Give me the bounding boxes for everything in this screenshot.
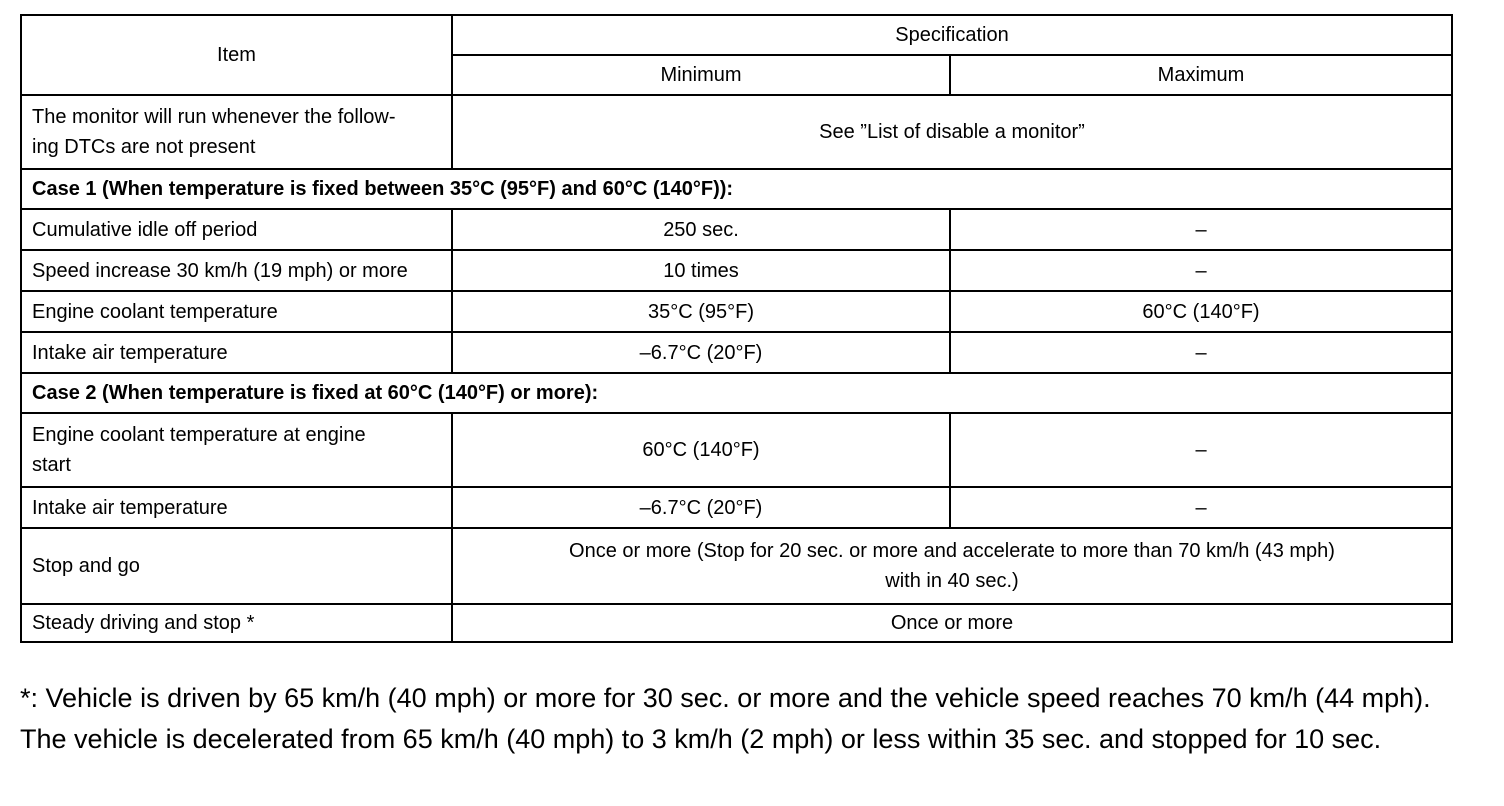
table-row xyxy=(21,487,1452,528)
case1-title: Case 1 (When temperature is fixed between 35°C (95°F) and 60°C (140°F)): xyxy=(21,169,1452,209)
header-item: Item xyxy=(21,15,452,95)
row-item: Engine coolant temperature xyxy=(21,291,452,332)
row-max: – xyxy=(950,209,1452,250)
monitor-item-line2: ing DTCs are not present xyxy=(32,136,256,158)
footnote: *: Vehicle is driven by 65 km/h (40 mph) or more for 30 sec. or more and the vehicle speed reaches 70 km/h (44 mph). The vehicle is decelerated from 65 km/h (40 mph) to 3 km/h (2 mph) or less within 35 sec. and stopped for 10 sec. xyxy=(20,683,1431,754)
table-row xyxy=(21,332,1452,373)
table-row xyxy=(21,209,1452,250)
row-max: – xyxy=(950,332,1452,373)
table-row xyxy=(21,95,1452,169)
monitor-conditions-table xyxy=(20,14,1453,643)
header-maximum: Maximum xyxy=(950,55,1452,95)
monitor-item-cell xyxy=(21,95,452,169)
row-item-line2: start xyxy=(32,454,71,476)
row-max: 60°C (140°F) xyxy=(950,291,1452,332)
table-row xyxy=(21,528,1452,604)
table-row xyxy=(21,604,1452,642)
steady-spec: Once or more xyxy=(452,604,1452,642)
row-min: –6.7°C (20°F) xyxy=(452,332,950,373)
case1-header-row xyxy=(21,169,1452,209)
row-min: 250 sec. xyxy=(452,209,950,250)
row-max: – xyxy=(950,487,1452,528)
stop-and-go-spec-line1: Once or more (Stop for 20 sec. or more and accelerate to more than 70 km/h (43 mph) xyxy=(569,540,1335,562)
header-specification: Specification xyxy=(452,15,1452,55)
monitor-item-line1: The monitor will run whenever the follow- xyxy=(32,106,396,128)
stop-and-go-spec-line2: with in 40 sec.) xyxy=(885,570,1019,592)
row-max: – xyxy=(950,413,1452,487)
row-item-line1: Engine coolant temperature at engine xyxy=(32,424,366,446)
row-item: Intake air temperature xyxy=(21,332,452,373)
table-row xyxy=(21,291,1452,332)
steady-item: Steady driving and stop * xyxy=(21,604,452,642)
row-min: 60°C (140°F) xyxy=(452,413,950,487)
row-item: Intake air temperature xyxy=(21,487,452,528)
row-min: 35°C (95°F) xyxy=(452,291,950,332)
row-min: –6.7°C (20°F) xyxy=(452,487,950,528)
row-min: 10 times xyxy=(452,250,950,291)
case2-header-row xyxy=(21,373,1452,413)
header-minimum: Minimum xyxy=(452,55,950,95)
stop-and-go-item: Stop and go xyxy=(21,528,452,604)
case2-title: Case 2 (When temperature is fixed at 60°C (140°F) or more): xyxy=(21,373,1452,413)
table-row xyxy=(21,413,1452,487)
header-row xyxy=(21,15,1452,55)
row-item: Cumulative idle off period xyxy=(21,209,452,250)
monitor-spec-cell: See ”List of disable a monitor” xyxy=(452,95,1452,169)
row-item xyxy=(21,413,452,487)
stop-and-go-spec xyxy=(452,528,1452,604)
row-item: Speed increase 30 km/h (19 mph) or more xyxy=(21,250,452,291)
row-max: – xyxy=(950,250,1452,291)
table-row xyxy=(21,250,1452,291)
